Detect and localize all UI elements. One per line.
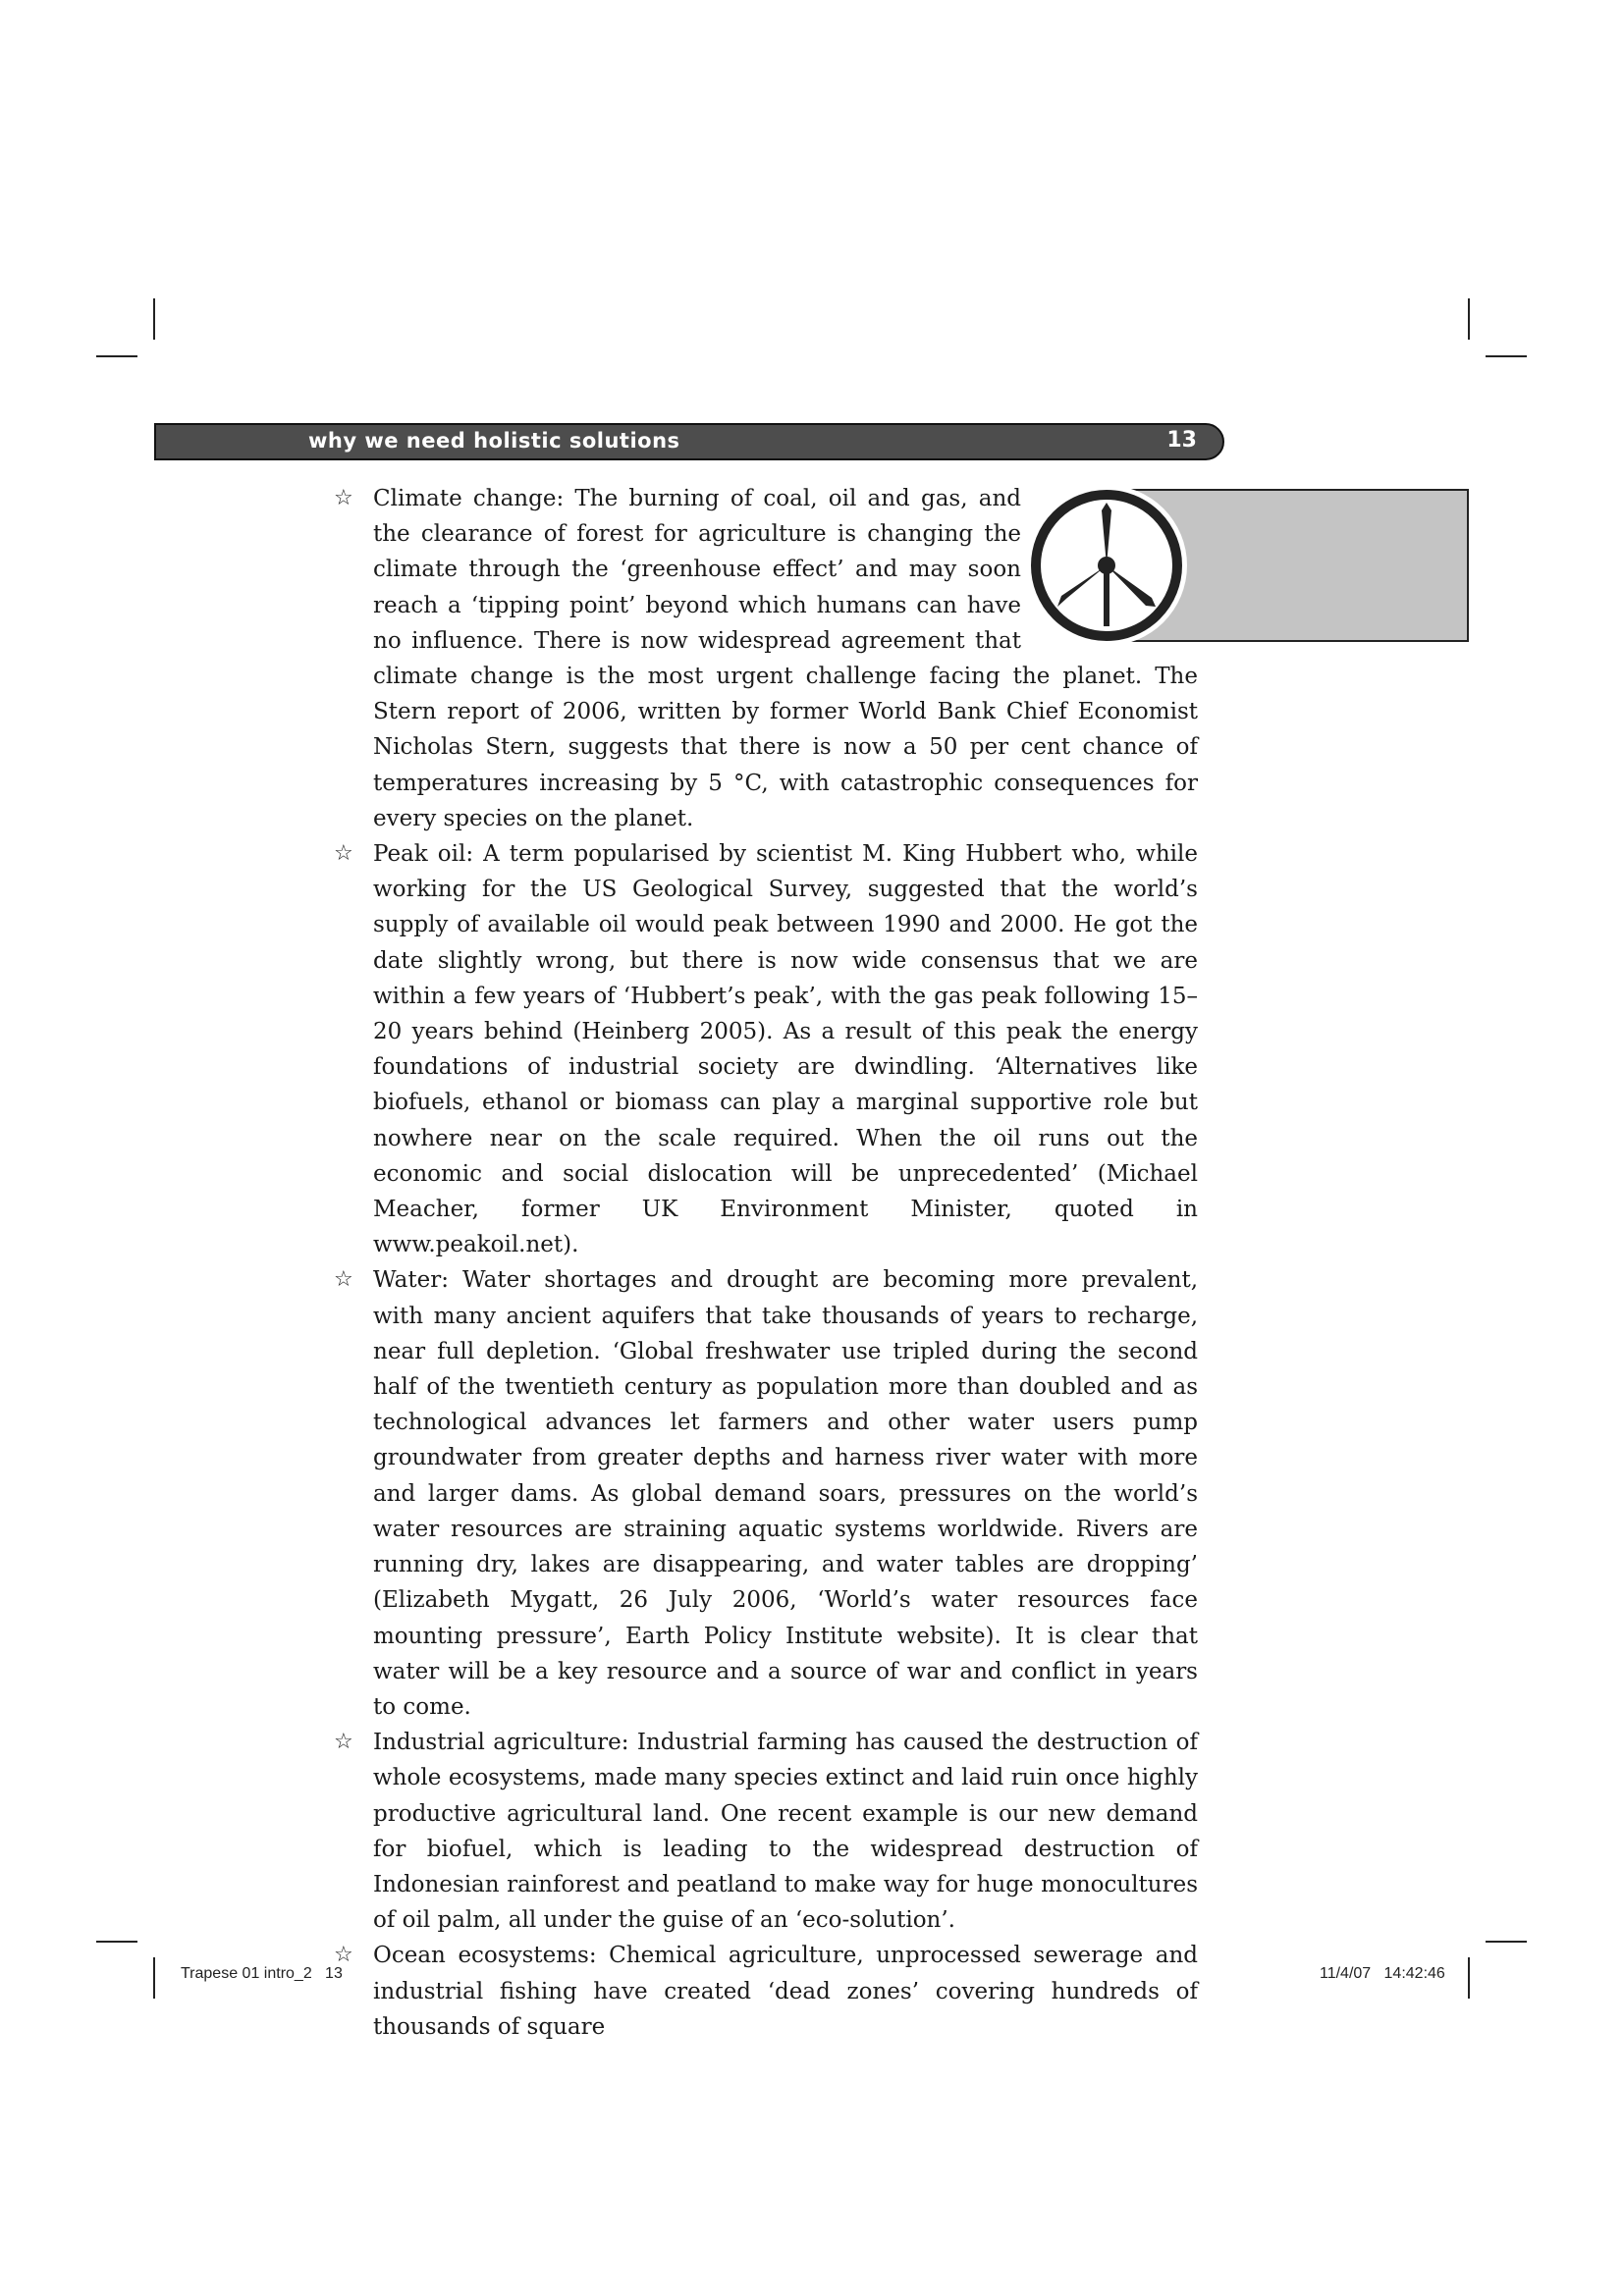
bullet-list bbox=[334, 481, 1198, 2045]
page-number: 13 bbox=[1166, 428, 1197, 453]
crop-mark bbox=[153, 1957, 155, 1999]
slug-timestamp: 11/4/07 14:42:46 bbox=[1320, 1965, 1445, 1982]
star-bullet-icon: ☆ bbox=[334, 1943, 353, 1968]
running-head-title: why we need holistic solutions bbox=[308, 429, 680, 453]
bullet-text: Climate change: The burning of coal, oil and gas, and the clearance of forest for agriculture is changing the climate through the ‘greenhouse effect’ and may soon reach a ‘tipping point’ beyond which humans can have no influence. There is now widespread agreement that climate change is the most urgent challenge facing the planet. The Stern report of 2006, written by former World Bank Chief Economist Nicholas Stern, suggests that there is now a 50 per cent chance of temperatures increasing by 5 °C, with catastrophic consequences for every species on the planet. bbox=[373, 486, 1198, 831]
running-header-bar bbox=[154, 423, 1224, 460]
crop-mark bbox=[1468, 1957, 1470, 1999]
body-text bbox=[334, 481, 1198, 2045]
bullet-text: Water: Water shortages and drought are becoming more prevalent, with many ancient aquifers that take thousands of years to recharge, near full depletion. ‘Global freshwater use tripled during the second half of the twentieth century as population more than doubled and as technological advances let farmers and other water users pump groundwater from greater depths and harness river water with more and larger dams. As global demand soars, pressures on the world’s water resources are straining aquatic systems worldwide. Rivers are running dry, lakes are disappearing, and water tables are dropping’ (Elizabeth Mygatt, 26 July 2006, ‘World’s water resources face mounting pressure’, Earth Policy Institute website). It is clear that water will be a key resource and a source of war and conflict in years to come. bbox=[373, 1267, 1198, 1720]
bullet-peak-oil bbox=[334, 836, 1198, 1262]
bullet-ocean-ecosystems bbox=[334, 1938, 1198, 2045]
star-bullet-icon: ☆ bbox=[334, 1730, 353, 1755]
crop-mark bbox=[1486, 355, 1527, 357]
bullet-water bbox=[334, 1262, 1198, 1725]
bullet-climate-change bbox=[334, 481, 1198, 836]
crop-mark bbox=[96, 355, 137, 357]
bullet-text: Industrial agriculture: Industrial farming has caused the destruction of whole ecosystems, made many species extinct and laid ruin once highly productive agricultural land. One recent example is our new demand for biofuel, which is leading to the widespread destruction of Indonesian rainforest and peatland to make way for huge monocultures of oil palm, all under the guise of an ‘eco-solution’. bbox=[373, 1730, 1198, 1934]
bullet-text: Peak oil: A term popularised by scientist M. King Hubbert who, while working for the US Geological Survey, suggested that the world’s supply of available oil would peak between 1990 and 2000. He got the date slightly wrong, but there is now wide consensus that we are within a few years of ‘Hubbert’s peak’, with the gas peak following 15–20 years behind (Heinberg 2005). As a result of this peak the energy foundations of industrial society are dwindling. ‘Alternatives like biofuels, ethanol or biomass can play a marginal supportive role but nowhere near on the scale required. When the oil runs out the economic and social dislocation will be unprecedented’ (Michael Meacher, former UK Environment Minister, quoted in www.peakoil.net). bbox=[373, 841, 1198, 1258]
crop-mark bbox=[1486, 1941, 1527, 1943]
slug-file-name: Trapese 01 intro_2 13 bbox=[181, 1965, 343, 1982]
crop-mark bbox=[153, 298, 155, 340]
crop-mark bbox=[1468, 298, 1470, 340]
crop-mark bbox=[96, 1941, 137, 1943]
star-bullet-icon: ☆ bbox=[334, 841, 353, 867]
star-bullet-icon: ☆ bbox=[334, 486, 353, 510]
bullet-text: Ocean ecosystems: Chemical agriculture, unprocessed sewerage and industrial fishing have created ‘dead zones’ covering hundreds of thousands of square bbox=[373, 1943, 1198, 2040]
star-bullet-icon: ☆ bbox=[334, 1267, 353, 1293]
bullet-industrial-agriculture bbox=[334, 1725, 1198, 1938]
